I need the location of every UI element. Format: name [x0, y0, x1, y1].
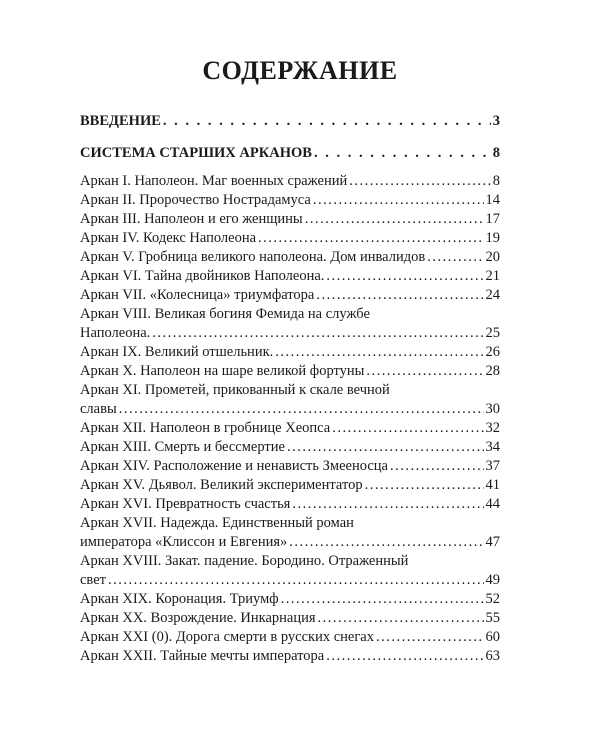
toc-page-number: 55 [485, 610, 500, 626]
dot-leader [366, 362, 483, 381]
toc-entry [80, 514, 500, 552]
toc-entry-line [80, 343, 500, 362]
toc-entry-line [80, 457, 500, 476]
toc-entry-label: Аркан I. Наполеон. Маг военных сражений [80, 173, 348, 189]
toc-section-entry [80, 110, 500, 132]
toc-entry-line-wrapped [80, 305, 500, 324]
toc-entry-label: Аркан XVIII. Закат. падение. Бородино. Отраженный [80, 553, 409, 569]
table-of-contents [80, 110, 500, 666]
toc-entry-line [80, 476, 500, 495]
toc-section-label: ВВЕДЕНИЕ [80, 113, 161, 129]
toc-entry [80, 305, 500, 343]
toc-entry [80, 381, 500, 419]
dot-leader [289, 533, 483, 552]
toc-entry-line [80, 400, 500, 419]
toc-entry-line [80, 647, 500, 666]
dot-leader [427, 248, 483, 267]
toc-entry-line [80, 191, 500, 210]
toc-entry-label: императора «Клиссон и Евгения» [80, 534, 288, 550]
dot-leader [326, 267, 483, 286]
toc-entry-label: Аркан XXII. Тайные мечты императора [80, 648, 325, 664]
toc-entry-label: Аркан IX. Великий отшельник. [80, 344, 274, 360]
toc-entry [80, 628, 500, 647]
toc-entry [80, 552, 500, 590]
toc-entry-label: Аркан VIII. Великая богиня Фемида на службе [80, 306, 370, 322]
toc-page-number: 17 [485, 211, 500, 227]
toc-entry [80, 590, 500, 609]
toc-entry-label: Аркан V. Гробница великого наполеона. Дом инвалидов [80, 249, 426, 265]
toc-entry-label: Аркан VII. «Колесница» триумфатора [80, 287, 315, 303]
dot-leader [313, 191, 484, 210]
toc-entry [80, 476, 500, 495]
toc-entry-line [80, 590, 500, 609]
toc-entry-line [80, 210, 500, 229]
toc-entry-line [80, 609, 500, 628]
toc-section-entry [80, 142, 500, 164]
toc-page-number: 37 [485, 458, 500, 474]
dot-leader [332, 419, 483, 438]
toc-page-number: 34 [485, 439, 500, 455]
toc-entry [80, 457, 500, 476]
toc-page-number: 44 [485, 496, 500, 512]
dot-leader [376, 628, 484, 647]
dot-leader [318, 609, 484, 628]
toc-page-number: 20 [485, 249, 500, 265]
toc-entry-label: Аркан XX. Возрождение. Инкарнация [80, 610, 316, 626]
toc-entry-line [80, 438, 500, 457]
toc-page-number: 8 [492, 173, 500, 189]
toc-page-number: 41 [485, 477, 500, 493]
dot-leader [108, 571, 484, 590]
dot-leader [287, 438, 484, 457]
toc-entry-line-wrapped [80, 381, 500, 400]
toc-page-number: 32 [485, 420, 500, 436]
toc-entry [80, 647, 500, 666]
toc-entry-label: славы [80, 401, 117, 417]
dot-leader [281, 590, 484, 609]
toc-entry-label: Аркан VI. Тайна двойников Наполеона. [80, 268, 325, 284]
toc-entry-label: Наполеона. [80, 325, 151, 341]
toc-page-number: 19 [485, 230, 500, 246]
toc-entry-label: Аркан XV. Дьявол. Великий экспериментатор [80, 477, 363, 493]
toc-entry [80, 286, 500, 305]
toc-page-number: 26 [485, 344, 500, 360]
dot-leader [163, 110, 491, 132]
toc-entry-line [80, 286, 500, 305]
toc-entry [80, 191, 500, 210]
toc-entry-label: Аркан X. Наполеон на шаре великой фортуны [80, 363, 365, 379]
toc-entry-label: Аркан XIII. Смерть и бессмертие [80, 439, 285, 455]
toc-entry-line [80, 362, 500, 381]
toc-entry-label: свет [80, 572, 106, 588]
toc-page-number: 47 [485, 534, 500, 550]
toc-entry [80, 343, 500, 362]
dot-leader [275, 343, 483, 362]
toc-entry-line [80, 172, 500, 191]
toc-entry-label: Аркан XXI (0). Дорога смерти в русских снегах [80, 629, 374, 645]
toc-page-number: 49 [485, 572, 500, 588]
toc-page-number: 30 [485, 401, 500, 417]
toc-page-number: 3 [492, 113, 500, 129]
dot-leader [316, 286, 483, 305]
toc-page-number: 24 [485, 287, 500, 303]
toc-entry [80, 438, 500, 457]
toc-entry-line [80, 324, 500, 343]
toc-page-number: 25 [485, 325, 500, 341]
toc-entry-line [80, 229, 500, 248]
toc-page-number: 60 [485, 629, 500, 645]
toc-entry-label: Аркан IV. Кодекс Наполеона [80, 230, 257, 246]
toc-entry-label: Аркан XVII. Надежда. Единственный роман [80, 515, 354, 531]
toc-section-label: СИСТЕМА СТАРШИХ АРКАНОВ [80, 145, 312, 161]
toc-entry-line [80, 267, 500, 286]
toc-entry-label: Аркан XVI. Превратность счастья [80, 496, 291, 512]
toc-entry-line [80, 248, 500, 267]
toc-page-number: 52 [485, 591, 500, 607]
toc-entry-line-wrapped [80, 552, 500, 571]
toc-entry-line [80, 533, 500, 552]
toc-page-number: 28 [485, 363, 500, 379]
dot-leader [314, 142, 491, 164]
dot-leader [390, 457, 484, 476]
toc-entry-label: Аркан XI. Прометей, прикованный к скале вечной [80, 382, 390, 398]
toc-entry-label: Аркан III. Наполеон и его женщины [80, 211, 303, 227]
toc-page-number: 21 [485, 268, 500, 284]
dot-leader [305, 210, 484, 229]
toc-page-number: 14 [485, 192, 500, 208]
dot-leader [326, 647, 483, 666]
toc-entry [80, 229, 500, 248]
toc-entry [80, 267, 500, 286]
toc-entry-label: Аркан XII. Наполеон в гробнице Хеопса [80, 420, 331, 436]
dot-leader [152, 324, 483, 343]
dot-leader [349, 172, 491, 191]
toc-entry-line [80, 628, 500, 647]
toc-entry [80, 419, 500, 438]
toc-entry-label: Аркан XIV. Расположение и ненависть Змееносца [80, 458, 388, 474]
dot-leader [258, 229, 483, 248]
toc-entry-line-wrapped [80, 514, 500, 533]
toc-entry [80, 362, 500, 381]
toc-entry-line [80, 495, 500, 514]
toc-entry-label: Аркан II. Пророчество Нострадамуса [80, 192, 311, 208]
toc-entry [80, 495, 500, 514]
dot-leader [365, 476, 484, 495]
toc-entry [80, 609, 500, 628]
page-title: СОДЕРЖАНИЕ [202, 56, 398, 85]
toc-page-number: 63 [485, 648, 500, 664]
toc-entry-line [80, 419, 500, 438]
toc-entry [80, 210, 500, 229]
toc-entry-label: Аркан XIX. Коронация. Триумф [80, 591, 279, 607]
dot-leader [119, 400, 484, 419]
dot-leader [292, 495, 483, 514]
toc-entry [80, 248, 500, 267]
toc-page-number: 8 [492, 145, 500, 161]
toc-entry-line [80, 571, 500, 590]
toc-entry [80, 172, 500, 191]
